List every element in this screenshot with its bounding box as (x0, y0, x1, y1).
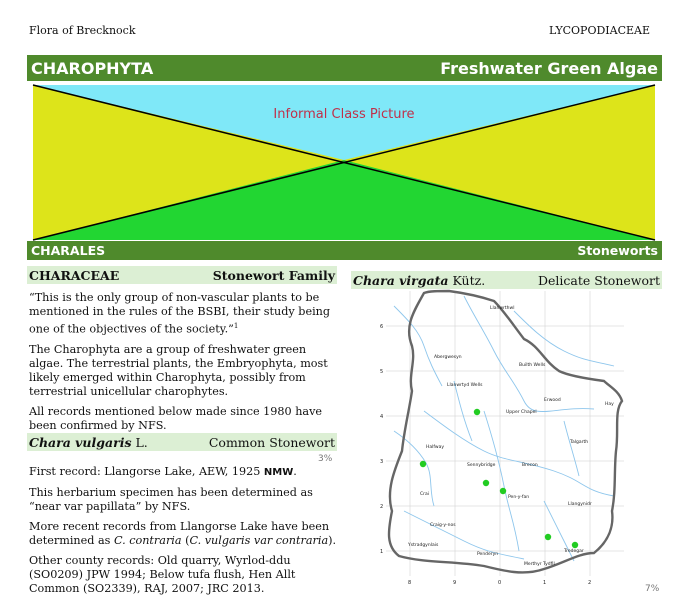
division-name: CHAROPHYTA (31, 58, 154, 78)
svg-text:9: 9 (453, 580, 457, 586)
svg-text:1: 1 (543, 580, 547, 586)
svg-text:4: 4 (380, 414, 384, 420)
svg-text:Talgarth: Talgarth (570, 440, 589, 445)
record-dot (545, 534, 551, 540)
other-records: Other county records: Old quarry, Wyrlod-ddu (SO0209) JPW 1994; Below tufa flush, Hen Allt Common (SO2339), RAJ, 2007; JRC 2013. (29, 554, 296, 595)
family-name: CHARACEAE (29, 267, 120, 283)
species-name: Chara virgata (353, 272, 449, 288)
record-dot (483, 480, 489, 486)
svg-text:6: 6 (380, 324, 384, 330)
division-common-name: Freshwater Green Algae (440, 58, 658, 78)
running-header-left: Flora of Brecknock (29, 24, 136, 37)
svg-text:2: 2 (588, 580, 592, 586)
intro-quote: “This is the only group of non-vascular plants to be mentioned in the rules of the BSBI, their study being one of the objectives of the society.”$^1$ (29, 291, 331, 336)
svg-text:5: 5 (380, 369, 384, 375)
svg-text:Sennybridge: Sennybridge (467, 463, 496, 468)
species-author: L. (135, 434, 148, 450)
svg-text:Penderyn: Penderyn (477, 552, 499, 557)
svg-text:Brecon: Brecon (522, 463, 538, 468)
family-common-name: Stonewort Family (212, 267, 335, 283)
grid-lines (386, 291, 624, 576)
svg-text:Tredegar: Tredegar (564, 549, 584, 554)
svg-text:Pen-y-fan: Pen-y-fan (508, 495, 530, 500)
species-account (29, 465, 339, 602)
class-picture (33, 85, 655, 240)
record-dot (420, 461, 426, 467)
svg-text:Llangynidr: Llangynidr (568, 502, 592, 507)
family-header (27, 266, 337, 284)
division-band (27, 55, 662, 81)
order-name: CHARALES (31, 243, 106, 258)
map-axis-x-labels (408, 580, 591, 586)
map-place-names (407, 305, 614, 567)
record-dot (500, 488, 506, 494)
running-header-right: LYCOPODIACEAE (548, 24, 650, 37)
species-common-name: Common Stonewort (208, 434, 335, 450)
record-dot (572, 542, 578, 548)
first-record: First record: Llangorse Lake, AEW, 1925 NMW. (29, 465, 297, 478)
svg-text:Upper Chapel: Upper Chapel (506, 410, 537, 415)
footnote-ref: 1 (233, 322, 239, 330)
species-header-chara-virgata (351, 271, 662, 289)
recent-records: More recent records from Llangorse Lake have been determined as C. contraria (C. vulgaris var contraria). (29, 520, 337, 547)
species-name: Chara vulgaris (29, 434, 132, 450)
order-common-name: Stoneworts (577, 243, 658, 258)
rivers (394, 296, 614, 561)
svg-text:Ystradgynlais: Ystradgynlais (408, 543, 439, 548)
svg-text:Builth Wells: Builth Wells (519, 363, 546, 368)
svg-text:Crai: Crai (420, 492, 429, 497)
svg-text:1: 1 (380, 549, 384, 555)
intro-paragraph-2: The Charophyta are a group of freshwater green algae. The terrestrial plants, the Embryophyta, most likely emerged within Charophyta, possibly from terrestrial unicellular charophytes. (29, 342, 328, 398)
svg-text:Craig-y-nos: Craig-y-nos (430, 523, 456, 528)
order-band (27, 241, 662, 260)
svg-text:3: 3 (380, 459, 384, 465)
svg-text:8: 8 (408, 580, 412, 586)
svg-text:2: 2 (380, 504, 384, 510)
family-intro (29, 291, 339, 439)
species-author: Kütz. (452, 272, 486, 288)
intro-paragraph-3: All records mentioned below made since 1980 have been confirmed by NFS. (29, 404, 323, 432)
determination-note: This herbarium specimen has been determined as “near var papillata” by NFS. (29, 486, 313, 513)
svg-text:Hay: Hay (605, 402, 614, 407)
species-percent: 7% (645, 584, 660, 594)
record-dot (474, 409, 480, 415)
svg-text:Halfway: Halfway (426, 445, 444, 450)
picture-caption: Informal Class Picture (273, 107, 415, 122)
svg-text:Merthyr Tydfil: Merthyr Tydfil (524, 562, 555, 567)
svg-text:Erwood: Erwood (544, 398, 561, 403)
svg-text:Abergwesyn: Abergwesyn (434, 355, 462, 360)
svg-text:0: 0 (498, 580, 502, 586)
map-axis-y-labels (380, 324, 383, 555)
svg-text:Llanwrtyd Wells: Llanwrtyd Wells (447, 383, 483, 388)
species-header-chara-vulgaris (27, 433, 337, 451)
species-percent: 3% (318, 454, 333, 464)
distribution-map (364, 291, 626, 586)
species-common-name: Delicate Stonewort (537, 272, 660, 288)
svg-text:Llanwrthwl: Llanwrthwl (490, 306, 515, 311)
